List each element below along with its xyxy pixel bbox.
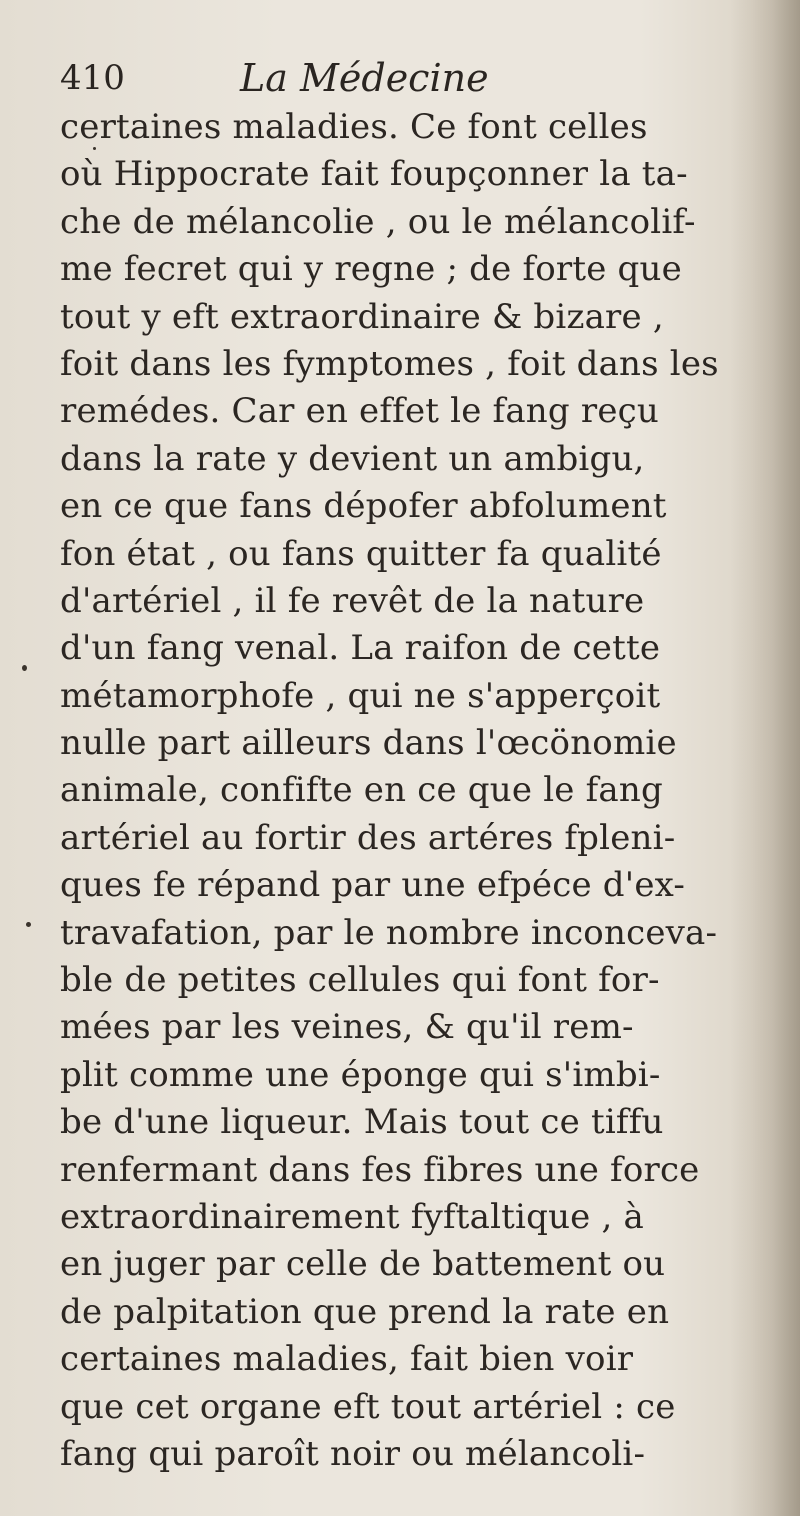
page-number: 410 — [60, 58, 125, 98]
ink-fleck — [93, 147, 96, 150]
text-line: ble de petites cellules qui font for- — [60, 960, 660, 1001]
page-header — [0, 58, 800, 108]
text-line: ques fe répand par une efpéce d'ex- — [60, 865, 686, 906]
text-line: en juger par celle de battement ou — [60, 1244, 666, 1285]
text-line: de palpitation que prend la rate en — [60, 1291, 670, 1332]
text-line: extraordinairement fyftaltique , à — [60, 1196, 644, 1237]
text-line: remédes. Car en effet le fang reçu — [60, 391, 659, 432]
text-line: renfermant dans fes fibres une force — [60, 1149, 700, 1190]
text-line: animale, confifte en ce que le fang — [60, 770, 663, 811]
text-line: dans la rate y devient un ambigu, — [60, 438, 645, 479]
text-line: d'un fang venal. La raifon de cette — [60, 628, 661, 669]
text-line: mées par les veines, & qu'il rem- — [60, 1007, 634, 1048]
text-line: certaines maladies, fait bien voir — [60, 1339, 634, 1380]
text-line: d'artériel , il fe revêt de la nature — [60, 580, 645, 621]
text-line: certaines maladies. Ce font celles — [60, 107, 648, 147]
running-title: La Médecine — [240, 56, 489, 100]
text-line: me fecret qui y regne ; de forte que — [60, 249, 682, 290]
text-line: où Hippocrate fait foupçonner la ta- — [60, 154, 688, 195]
text-line: foit dans les fymptomes , foit dans les — [60, 343, 719, 384]
ink-fleck — [22, 665, 27, 671]
ink-fleck — [26, 922, 31, 927]
text-line: che de mélancolie , ou le mélancolif- — [60, 201, 696, 242]
text-line: fon état , ou fans quitter fa qualité — [60, 533, 662, 574]
text-line: en ce que fans dépofer abfolument — [60, 486, 667, 527]
text-line: be d'une liqueur. Mais tout ce tiffu — [60, 1102, 664, 1143]
text-line: artériel au fortir des artéres fpleni- — [60, 817, 676, 858]
text-line: plit comme une éponge qui s'imbi- — [60, 1054, 661, 1095]
text-line: travafation, par le nombre inconceva- — [60, 912, 718, 953]
text-line: métamorphofe , qui ne s'apperçoit — [60, 675, 661, 716]
text-line: que cet organe eft tout artériel : ce — [60, 1386, 676, 1427]
body-text — [60, 104, 780, 1478]
text-line: fang qui paroît noir ou mélancoli- — [60, 1433, 646, 1474]
text-line: nulle part ailleurs dans l'œcönomie — [60, 723, 677, 764]
text-line: tout y eft extraordinaire & bizare , — [60, 296, 664, 337]
